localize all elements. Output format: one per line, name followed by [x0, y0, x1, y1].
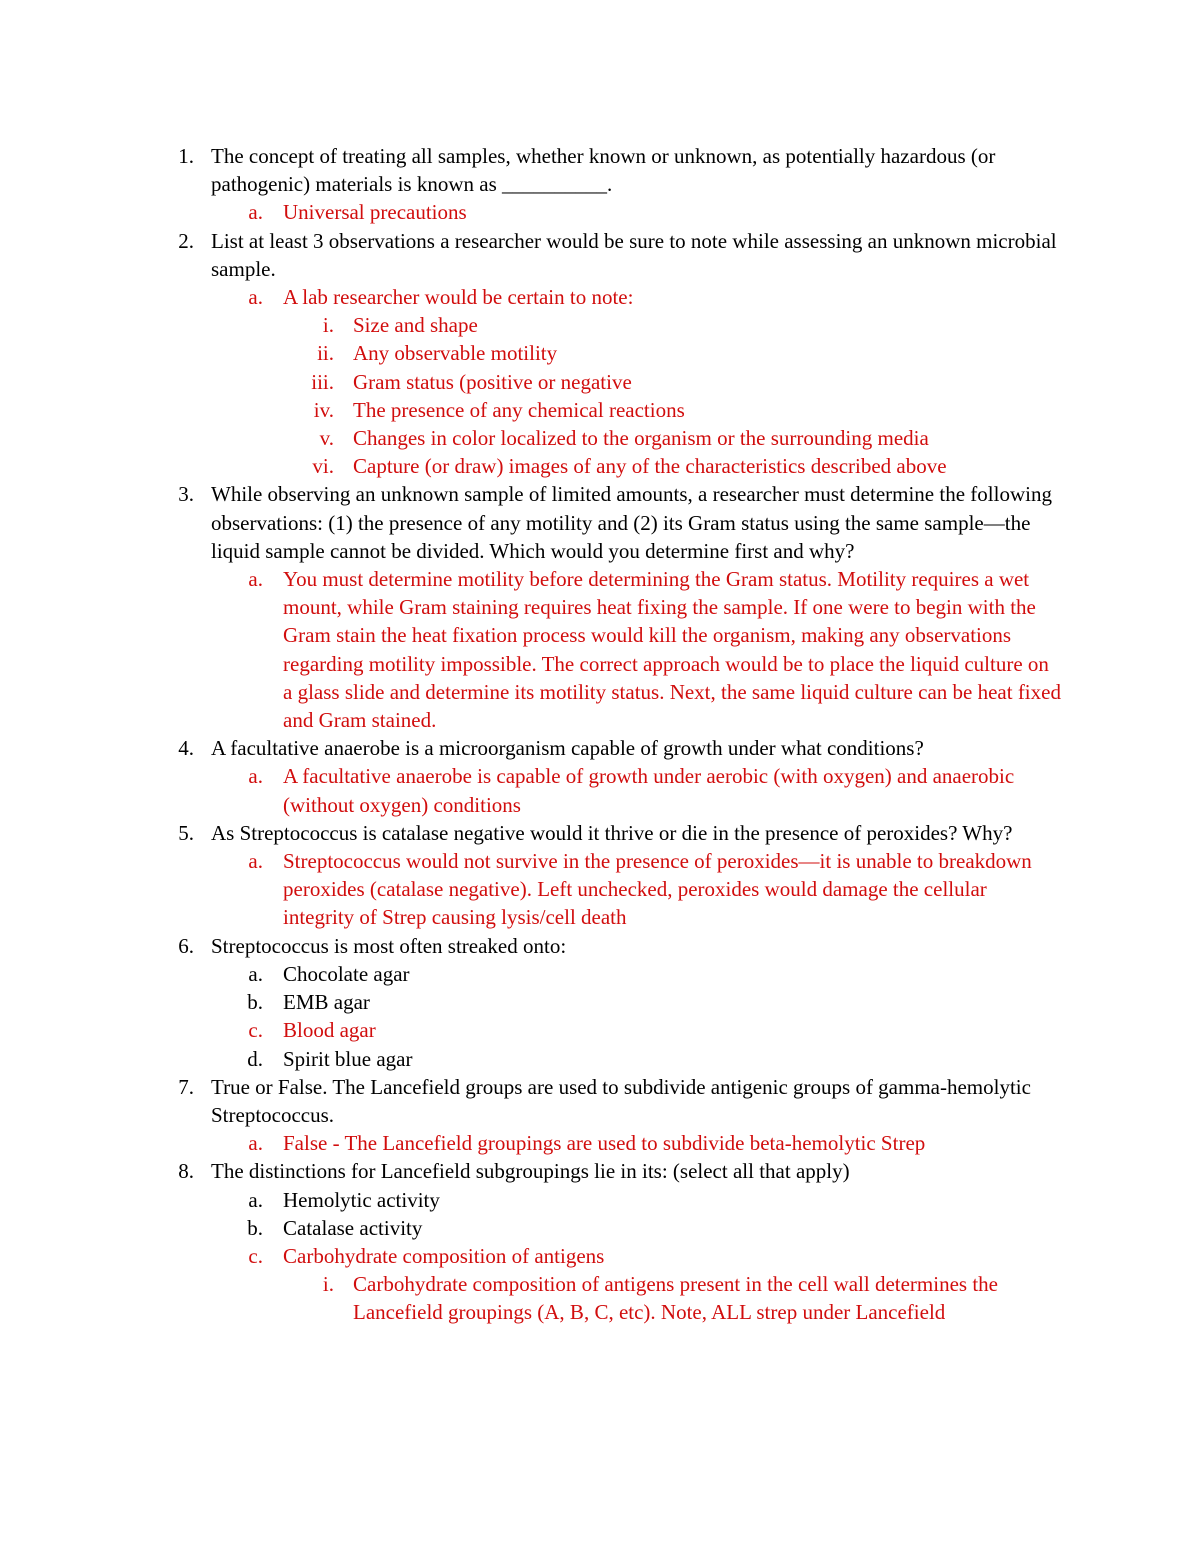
question-5-marker: 5. [178, 820, 194, 845]
question-7-answer-marker: a. [248, 1131, 263, 1156]
question-6-answer-marker: c. [248, 1018, 263, 1043]
question-8-option [0, 1186, 1200, 1214]
question-4-answer-text: A facultative anaerobe is capable of growth under aerobic (with oxygen) and anaerobic (without oxygen) conditions [283, 764, 1015, 817]
question-6-option-marker: b. [247, 990, 263, 1015]
question-1-answer-marker: a. [248, 200, 263, 225]
question-2-marker: 2. [178, 228, 194, 253]
question-6-option-text: EMB agar [283, 990, 370, 1015]
question-2-sub-item-marker: iii. [311, 369, 334, 394]
question-8-answer [0, 1242, 1200, 1270]
question-2-sub-item [0, 311, 1200, 339]
question-8-option-marker: a. [248, 1187, 263, 1212]
question-6-marker: 6. [178, 933, 194, 958]
question-6-answer-text: Blood agar [283, 1018, 376, 1043]
question-8-sub-item-marker: i. [322, 1272, 334, 1297]
question-8-sub-item [0, 1270, 1200, 1326]
question-6-option-text: Spirit blue agar [283, 1046, 413, 1071]
question-1 [0, 142, 1200, 198]
question-5-answer [0, 847, 1200, 932]
question-6-answer [0, 1016, 1200, 1044]
question-5 [0, 819, 1200, 847]
question-2 [0, 227, 1200, 283]
question-2-sub-item-text: Gram status (positive or negative [353, 369, 632, 394]
question-1-text: The concept of treating all samples, whether known or unknown, as potentially hazardous (or pathogenic) materials is known as __________. [211, 144, 996, 197]
question-5-answer-marker: a. [248, 849, 263, 874]
question-3-answer-text: You must determine motility before determining the Gram status. Motility requires a wet mount, while Gram staining requires heat fixing the sample. If one were to begin with the Gram stain the heat fixation process would kill the organism, making any observations regarding motility impossible. The correct approach would be to place the liquid culture on a glass slide and determine its motility status. Next, the same liquid culture can be heat fixed and Gram stained. [283, 567, 1061, 733]
question-4-answer [0, 762, 1200, 818]
question-3-answer [0, 565, 1200, 734]
question-6-option-marker: d. [247, 1046, 263, 1071]
question-7 [0, 1073, 1200, 1129]
question-5-text: As Streptococcus is catalase negative would it thrive or die in the presence of peroxides? Why? [211, 820, 1013, 845]
question-4-marker: 4. [178, 736, 194, 761]
question-2-sub-item-text: The presence of any chemical reactions [353, 397, 685, 422]
question-3-marker: 3. [178, 482, 194, 507]
question-2-sub-item [0, 452, 1200, 480]
question-6-option [0, 988, 1200, 1016]
question-8-option-marker: b. [247, 1215, 263, 1240]
question-8-marker: 8. [178, 1159, 194, 1184]
question-8-option-text: Hemolytic activity [283, 1187, 440, 1212]
question-2-sub-item-marker: ii. [317, 341, 334, 366]
question-8-option-text: Catalase activity [283, 1215, 423, 1240]
question-6-option [0, 1045, 1200, 1073]
question-5-answer-text: Streptococcus would not survive in the presence of peroxides—it is unable to breakdown peroxides (catalase negative). Left unchecked, peroxides would damage the cellular integrity of Strep causing lysis/cell death [283, 849, 1032, 930]
question-2-sub-item-text: Any observable motility [353, 341, 558, 366]
question-8-answer-text: Carbohydrate composition of antigens [283, 1243, 605, 1268]
question-4-text: A facultative anaerobe is a microorganism capable of growth under what conditions? [211, 736, 924, 761]
question-7-answer [0, 1129, 1200, 1157]
question-7-answer-text: False - The Lancefield groupings are used to subdivide beta-hemolytic Strep [283, 1131, 926, 1156]
question-2-sub-item-marker: i. [322, 313, 334, 338]
question-2-sub-item [0, 424, 1200, 452]
question-2-sub-item [0, 396, 1200, 424]
question-8-sub-item-text: Carbohydrate composition of antigens present in the cell wall determines the Lancefield groupings (A, B, C, etc). Note, ALL strep under Lancefield [353, 1272, 998, 1325]
question-6 [0, 932, 1200, 960]
question-6-option-marker: a. [248, 961, 263, 986]
question-7-marker: 7. [178, 1074, 194, 1099]
question-2-sub-item-text: Capture (or draw) images of any of the characteristics described above [353, 454, 947, 479]
question-1-answer-text: Universal precautions [283, 200, 467, 225]
question-2-sub-item-marker: vi. [312, 454, 334, 479]
question-2-sub-item-marker: v. [319, 426, 334, 451]
question-2-sub-item [0, 368, 1200, 396]
question-8-answer-marker: c. [248, 1243, 263, 1268]
question-4 [0, 734, 1200, 762]
question-2-answer-marker: a. [248, 285, 263, 310]
question-8-text: The distinctions for Lancefield subgroupings lie in its: (select all that apply) [211, 1159, 850, 1184]
question-list [0, 142, 1200, 1327]
question-6-text: Streptococcus is most often streaked onto: [211, 933, 567, 958]
question-3-text: While observing an unknown sample of limited amounts, a researcher must determine the following observations: (1) the presence of any motility and (2) its Gram status using the same sample—the liquid sample cannot be divided. Which would you determine first and why? [211, 482, 1052, 563]
question-3 [0, 480, 1200, 565]
question-2-sub-item-text: Size and shape [353, 313, 478, 338]
question-4-answer-marker: a. [248, 764, 263, 789]
question-2-answer [0, 283, 1200, 311]
question-2-answer-text: A lab researcher would be certain to note: [283, 285, 634, 310]
question-8 [0, 1157, 1200, 1185]
question-2-sub-item-marker: iv. [313, 397, 334, 422]
question-2-sub-item-text: Changes in color localized to the organism or the surrounding media [353, 426, 929, 451]
question-2-text: List at least 3 observations a researcher would be sure to note while assessing an unknown microbial sample. [211, 228, 1057, 281]
question-6-option [0, 960, 1200, 988]
question-8-option [0, 1214, 1200, 1242]
question-6-option-text: Chocolate agar [283, 961, 410, 986]
question-1-marker: 1. [178, 144, 194, 168]
question-7-text: True or False. The Lancefield groups are used to subdivide antigenic groups of gamma-hemolytic Streptococcus. [211, 1074, 1031, 1127]
question-2-sub-item [0, 339, 1200, 367]
question-1-answer [0, 198, 1200, 226]
question-3-answer-marker: a. [248, 567, 263, 592]
